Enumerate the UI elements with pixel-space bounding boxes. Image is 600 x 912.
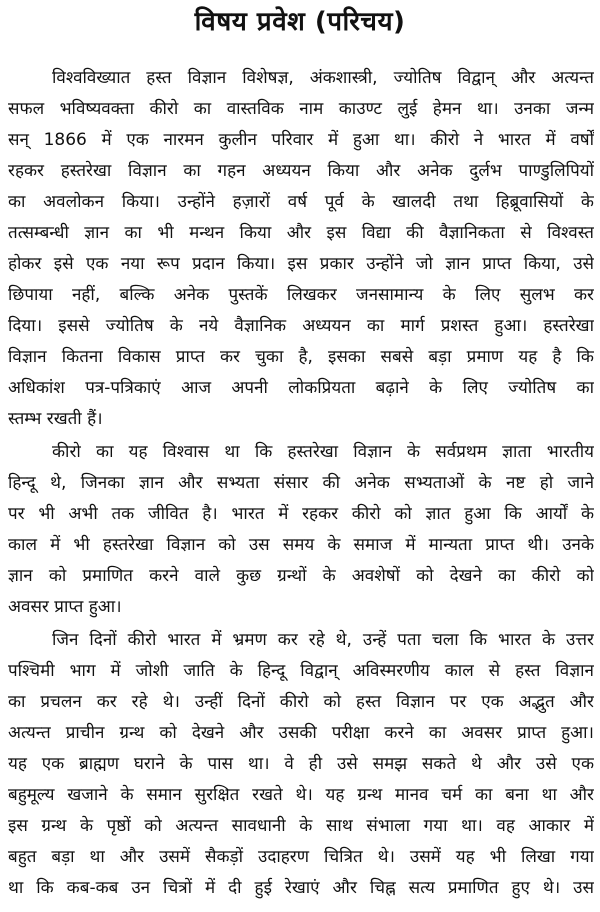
text-line: रहकर हस्तरेखा विज्ञान का गहन अध्ययन किया और अनेक दुर्लभ पाण्डुलिपियों bbox=[8, 161, 594, 181]
text-line: इस ग्रन्थ के पृष्ठों को अत्यन्त सावधानी के साथ संभाला गया था। वह आकार में bbox=[8, 816, 594, 836]
text-line: सफल भविष्यवक्ता कीरो का वास्तविक नाम काउण्ट लुई हेमन था। उनका जन्म bbox=[8, 99, 594, 119]
text-line: पश्चिमी भाग में जोशी जाति के हिन्दू विद्वान् अविस्मरणीय काल से हस्त विज्ञान bbox=[8, 661, 594, 681]
text-line: बहुमूल्य खजाने के समान सुरक्षित रखते थे। यह ग्रन्थ मानव चर्म का बना था और bbox=[8, 785, 594, 805]
text-line: पर भी अभी तक जीवित है। भारत में रहकर कीरो को ज्ञात हुआ कि आर्यों के bbox=[8, 504, 594, 524]
text-line: हिन्दू थे, जिनका ज्ञान और सभ्यता संसार की अनेक सभ्यताओं के नष्ट हो जाने bbox=[8, 473, 594, 493]
text-line: का अवलोकन किया। उन्होंने हज़ारों वर्ष पूर्व के खालदी तथा हिब्रूवासियों के bbox=[8, 192, 594, 212]
text-line: अवसर प्राप्त हुआ। bbox=[8, 597, 122, 617]
text-line: विज्ञान कितना विकास प्राप्त कर चुका है, इसका सबसे बड़ा प्रमाण यह है कि bbox=[8, 347, 594, 367]
text-line: तत्सम्बन्धी ज्ञान का भी मन्थन किया और इस विद्या की वैज्ञानिकता से विश्वस्त bbox=[8, 223, 594, 243]
text-line: काल में भी हस्तरेखा विज्ञान को उस समय के समाज में मान्यता प्राप्त थी। उनके bbox=[8, 535, 594, 555]
text-line: था कि कब-कब उन चित्रों में दी हुई रेखाएं और चिह्न सत्य प्रमाणित हुए थे। उस bbox=[8, 878, 594, 898]
text-line: जिन दिनों कीरो भारत में भ्रमण कर रहे थे, उन्हें पता चला कि भारत के उत्तर bbox=[52, 630, 594, 650]
chapter-title: विषय प्रवेश (परिचय) bbox=[194, 7, 406, 37]
text-line: विश्वविख्यात हस्त विज्ञान विशेषज्ञ, अंकशास्त्री, ज्योतिष विद्वान् और अत्यन्त bbox=[52, 68, 594, 88]
text-line: बहुत बड़ा था और उसमें सैकड़ों उदाहरण चित्रित थे। उसमें यह भी लिखा गया bbox=[8, 847, 594, 867]
text-line: स्तम्भ रखती हैं। bbox=[8, 409, 103, 429]
text-line: यह एक ब्राह्मण घराने के पास था। वे ही उसे समझ सकते थे और उसे एक bbox=[8, 754, 594, 774]
text-line: का प्रचलन कर रहे थे। उन्हीं दिनों कीरो को हस्त विज्ञान पर एक अद्भुत और bbox=[8, 692, 594, 712]
text-line: अधिकांश पत्र-पत्रिकाएं आज अपनी लोकप्रियता बढ़ाने के लिए ज्योतिष का bbox=[8, 378, 594, 398]
text-line: ज्ञान को प्रमाणित करने वाले कुछ ग्रन्थों के अवशेषों को देखने का कीरो को bbox=[8, 566, 594, 586]
text-line: कीरो का यह विश्वास था कि हस्तरेखा विज्ञान के सर्वप्रथम ज्ञाता भारतीय bbox=[52, 442, 594, 462]
text-line: अत्यन्त प्राचीन ग्रन्थ को देखने और उसकी परीक्षा करने का अवसर प्राप्त हुआ। bbox=[8, 723, 594, 743]
text-line: छिपाया नहीं, बल्कि अनेक पुस्तकें लिखकर जनसामान्य के लिए सुलभ कर bbox=[8, 285, 594, 305]
text-line: होकर इसे एक नया रूप प्रदान किया। इस प्रकार उन्होंने जो ज्ञान प्राप्त किया, उसे bbox=[8, 254, 594, 274]
text-line: सन् 1866 में एक नारमन कुलीन परिवार में हुआ था। कीरो ने भारत में वर्षों bbox=[8, 130, 594, 150]
text-line: दिया। इससे ज्योतिष के नये वैज्ञानिक अध्ययन का मार्ग प्रशस्त हुआ। हस्तरेखा bbox=[8, 316, 594, 336]
